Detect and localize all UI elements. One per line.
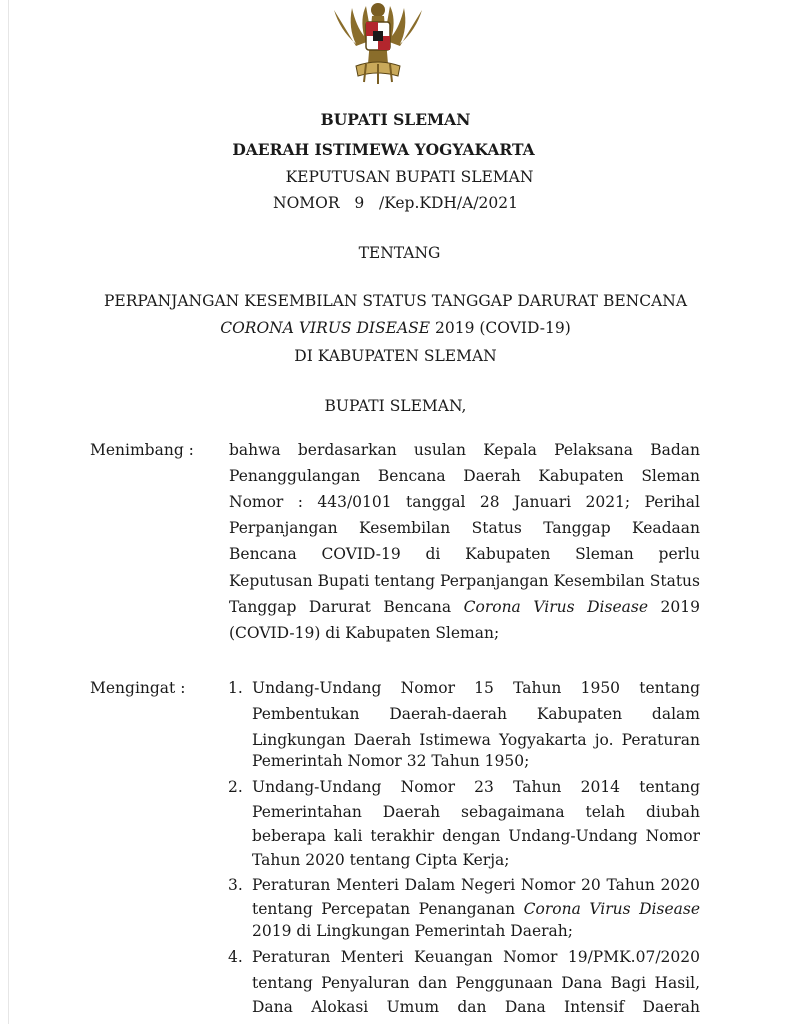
- menimbang-label: Menimbang :: [90, 441, 194, 459]
- mengingat-item-line: Lingkungan Daerah Istimewa Yogyakarta jo. Peraturan: [252, 731, 700, 749]
- menimbang-line: Penanggulangan Bencana Daerah Kabupaten Sleman: [229, 467, 700, 485]
- mengingat-item-line: Undang-Undang Nomor 15 Tahun 1950 tentang: [252, 679, 700, 697]
- item-number: 2.: [228, 778, 243, 796]
- item-number: 1.: [228, 679, 243, 697]
- mengingat-item-line: Pemerintah Nomor 32 Tahun 1950;: [252, 752, 530, 770]
- menimbang-line7-post: 2019: [660, 598, 700, 616]
- subject-title-line3: DI KABUPATEN SLEMAN: [294, 347, 497, 365]
- garuda-emblem-icon: [326, 0, 430, 86]
- mengingat-item-line: tentang Penyaluran dan Penggunaan Dana Bagi Hasil,: [252, 974, 700, 992]
- subject-title-line1: PERPANJANGAN KESEMBILAN STATUS TANGGAP DARURAT BENCANA: [103, 292, 688, 310]
- nomor-label: NOMOR: [273, 194, 340, 212]
- header-keputusan: KEPUTUSAN BUPATI SLEMAN: [285, 168, 534, 186]
- mengingat-item-line: Peraturan Menteri Dalam Negeri Nomor 20 Tahun 2020: [252, 876, 700, 894]
- header-bupati-sleman: BUPATI SLEMAN: [320, 110, 471, 129]
- header-nomor: [0, 193, 791, 213]
- menimbang-line: Keputusan Bupati tentang Perpanjangan Kesembilan Status: [229, 572, 700, 590]
- menimbang-italic-term: Corona Virus Disease: [463, 598, 648, 616]
- header-daerah-istimewa: DAERAH ISTIMEWA YOGYAKARTA: [232, 140, 535, 159]
- subject-title-line2: [0, 318, 791, 338]
- subject-title-line2-rest: 2019 (COVID-19): [430, 319, 571, 337]
- menimbang-line: Bencana COVID-19 di Kabupaten Sleman perlu: [229, 545, 700, 563]
- mengingat-item-line: Undang-Undang Nomor 23 Tahun 2014 tentang: [252, 778, 700, 796]
- menimbang-line-8: (COVID-19) di Kabupaten Sleman;: [229, 624, 500, 642]
- subject-italic-term: CORONA VIRUS DISEASE: [220, 319, 431, 337]
- item3-italic-term: Corona Virus Disease: [523, 900, 700, 918]
- mengingat-label: Mengingat :: [90, 679, 186, 697]
- tentang-heading: TENTANG: [358, 244, 441, 262]
- issuer-bupati: BUPATI SLEMAN,: [324, 397, 467, 415]
- menimbang-line: Perpanjangan Kesembilan Status Tanggap Keadaan: [229, 519, 700, 537]
- mengingat-item-line: Dana Alokasi Umum dan Dana Intensif Daerah: [252, 998, 700, 1016]
- mengingat-item-line: Tahun 2020 tentang Cipta Kerja;: [252, 851, 510, 869]
- item-number: 4.: [228, 948, 243, 966]
- mengingat-item-line: Pembentukan Daerah-daerah Kabupaten dalam: [252, 705, 700, 723]
- mengingat-item-line: Peraturan Menteri Keuangan Nomor 19/PMK.07/2020: [252, 948, 700, 966]
- mengingat-item-line: beberapa kali terakhir dengan Undang-Undang Nomor: [252, 827, 700, 845]
- item-number: 3.: [228, 876, 243, 894]
- nomor-value: 9: [354, 194, 365, 212]
- menimbang-line7-pre: Tanggap Darurat Bencana: [229, 598, 464, 616]
- menimbang-line: Nomor : 443/0101 tanggal 28 Januari 2021; Perihal: [229, 493, 700, 511]
- mengingat-item-line: Pemerintahan Daerah sebagaimana telah diubah: [252, 803, 700, 821]
- item3-line2-pre: tentang Percepatan Penanganan: [252, 900, 524, 918]
- menimbang-line-7: [229, 594, 700, 620]
- menimbang-line: bahwa berdasarkan usulan Kepala Pelaksana Badan: [229, 441, 700, 459]
- mengingat-item-line: 2019 di Lingkungan Pemerintah Daerah;: [252, 922, 573, 940]
- nomor-suffix: /Kep.KDH/A/2021: [378, 194, 518, 212]
